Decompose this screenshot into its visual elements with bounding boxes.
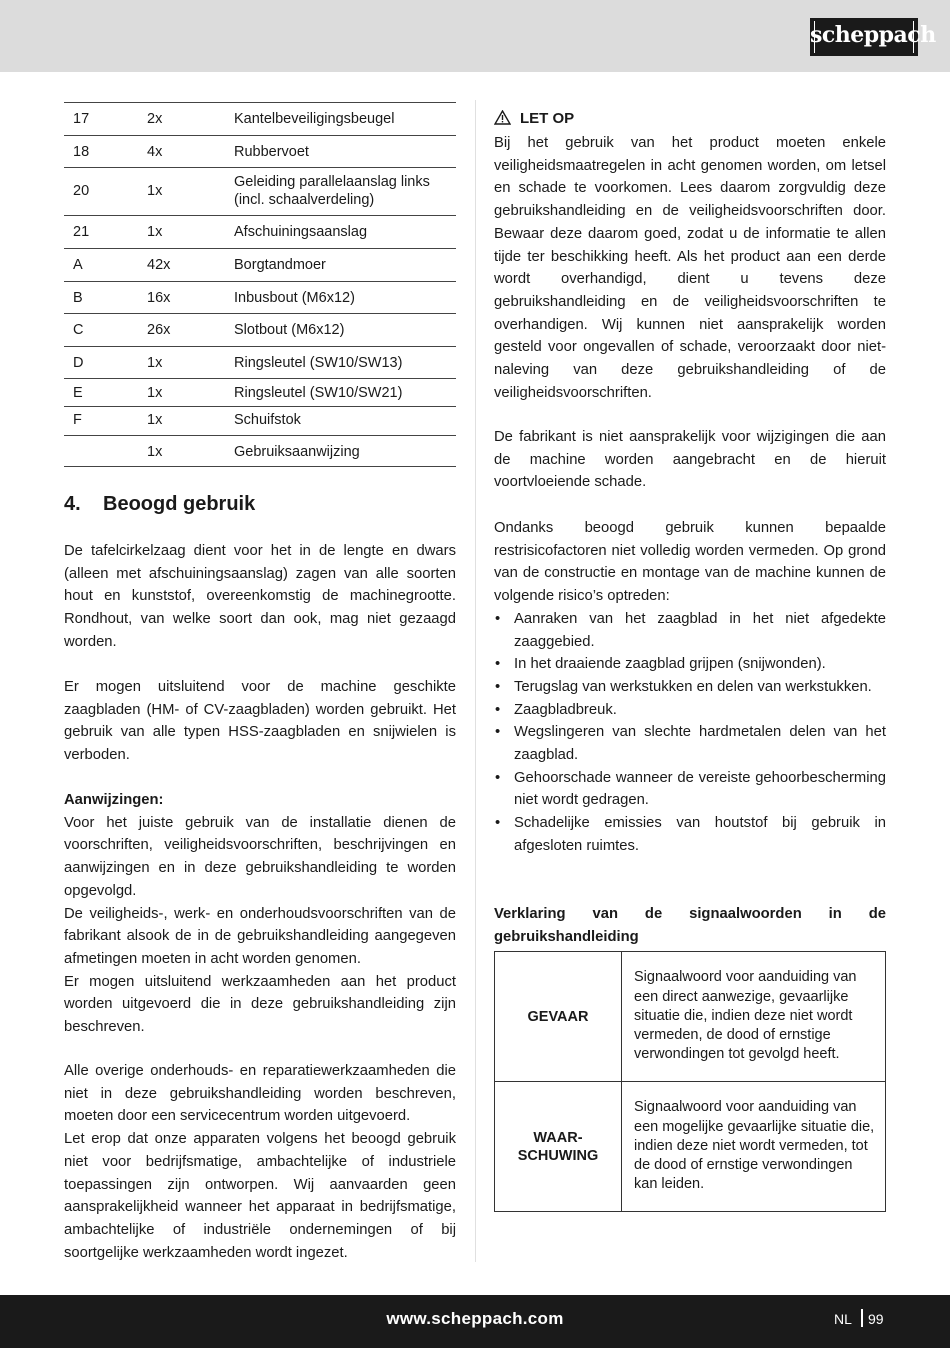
list-item: • Aanraken van het zaagblad in het niet afgedekte zaaggebied. [494, 608, 886, 653]
list-item: • Wegslingeren van slechte hardmetalen delen van het zaagblad. [494, 721, 886, 766]
part-number: E [73, 385, 83, 401]
part-number: B [73, 290, 83, 306]
part-number: 17 [73, 111, 90, 127]
signal-description: Signaalwoord voor aanduiding van een direct aanwezige, gevaarlijke situatie die, indien deze niet wordt vermeden, de dood of ernstige verwondingen tot gevolgd heeft. [622, 952, 886, 1082]
column-divider [475, 100, 476, 1262]
list-item: • Gehoorschade wanneer de vereiste gehoorbescherming niet wordt gedragen. [494, 767, 886, 812]
list-item: • Schadelijke emissies van houtstof bij gebruik in afgesloten ruimtes. [494, 812, 886, 857]
intended-use-text [64, 540, 456, 654]
part-qty: 16x [147, 290, 171, 306]
signal-word: GEVAAR [495, 952, 622, 1082]
scheppach-logo [810, 18, 936, 56]
header-bar [0, 0, 950, 72]
part-desc: Ringsleutel (SW10/SW21) [234, 385, 403, 401]
list-item: • Zaagbladbreuk. [494, 699, 886, 722]
paragraph: Let erop dat onze apparaten volgens het beoogd gebruik niet voor bedrijfsmatige, ambachtelijke of industriele toepassingen zijn ontworpen. Wij aanvaarden geen aansprakelijkheid wanneer het apparaat in bedrijfsmatige, ambachtelijke of industriële ondernemingen of bij soortgelijke werkzaamheden wordt ingezet. [64, 1131, 456, 1261]
table-row [495, 1082, 886, 1212]
table-row [495, 952, 886, 1082]
part-desc: Rubbervoet [234, 144, 309, 160]
notes-block [64, 789, 456, 1039]
language-code: NL [834, 1311, 852, 1327]
table-row [64, 135, 456, 167]
signal-description: Signaalwoord voor aanduiding van een mogelijke gevaarlijke situatie die, indien deze niet wordt vermeden, tot de dood of ernstige verwondingen kan leiden. [622, 1082, 886, 1212]
blades-text [64, 676, 456, 767]
part-desc: Borgtandmoer [234, 257, 326, 273]
paragraph: Voor het juiste gebruik van de installatie dienen de voorschriften, veiligheidsvoorschriften, beschrijvingen en aanwijzingen en in deze gebruikshandleiding te worden opgevolgd. [64, 814, 456, 899]
part-qty: 42x [147, 257, 171, 273]
table-row [64, 248, 456, 281]
part-qty: 1x [147, 385, 163, 401]
part-qty: 1x [147, 412, 163, 428]
paragraph: De tafelcirkelzaag dient voor het in de lengte en dwars (alleen met afschuiningsaanslag) zagen van alle soorten hout en kunststof, overeenkomstig de machinegrootte. Rondhout, van welke soort dan ook, mag niet gezaagd worden. [64, 543, 456, 650]
part-number: F [73, 412, 82, 428]
section-number: 4. [64, 493, 81, 515]
paragraph: Alle overige onderhouds- en reparatiewerkzaamheden die niet in deze gebruikshandleiding worden beschreven, moeten door een servicecentrum worden uitgevoerd. [64, 1063, 456, 1125]
section-title: Beoogd gebruik [103, 493, 256, 515]
paragraph: Er mogen uitsluitend werkzaamheden aan het product worden uitgevoerd die in deze gebruikshandleiding zijn beschreven. [64, 973, 456, 1036]
part-qty: 2x [147, 111, 163, 127]
heading-text: Verklaring van de signaalwoorden in de gebruikshandleiding [494, 906, 886, 945]
page-number: 99 [868, 1311, 884, 1327]
caution-label: LET OP [520, 110, 575, 127]
website-url: www.scheppach.com [386, 1309, 564, 1328]
part-qty: 1x [147, 444, 163, 460]
risk-list [494, 608, 886, 858]
table-row [64, 215, 456, 248]
liability-text [494, 426, 886, 494]
part-desc: Geleiding parallelaanslag links (incl. schaalverdeling) [234, 174, 430, 208]
part-desc: Gebruiksaanwijzing [234, 444, 360, 460]
table-row [64, 313, 456, 346]
table-row [64, 102, 456, 135]
part-desc: Schuifstok [234, 412, 301, 428]
section-heading [64, 493, 255, 516]
signal-words-heading [494, 903, 886, 948]
footer-separator [861, 1309, 863, 1327]
list-item: • In het draaiende zaagblad grijpen (snijwonden). [494, 653, 886, 676]
repair-block [64, 1060, 456, 1264]
part-number: D [73, 355, 84, 371]
table-row [64, 435, 456, 467]
notes-heading: Aanwijzingen: [64, 792, 164, 808]
part-desc: Inbusbout (M6x12) [234, 290, 355, 306]
caution-text [494, 132, 886, 404]
caution-heading [494, 110, 574, 127]
table-row [64, 378, 456, 406]
paragraph: Er mogen uitsluitend voor de machine geschikte zaagbladen (HM- of CV-zaagbladen) worden gebruikt. Het gebruik van alle typen HSS-zaagbladen en snijwielen is verboden. [64, 679, 456, 764]
signal-words-table [494, 951, 886, 1212]
part-qty: 1x [147, 183, 163, 199]
footer-bar [0, 1295, 950, 1348]
part-desc: Afschuiningsaanslag [234, 224, 368, 240]
part-qty: 4x [147, 144, 163, 160]
part-qty: 26x [147, 322, 171, 338]
table-row [64, 167, 456, 215]
part-number: 18 [73, 144, 90, 160]
part-desc: Ringsleutel (SW10/SW13) [234, 355, 403, 371]
paragraph: Ondanks beoogd gebruik kunnen bepaalde restrisicofactoren niet volledig worden vermeden. Op grond van de constructie en montage van de machine kunnen de volgende risico’s optreden: [494, 520, 886, 605]
part-number: 21 [73, 224, 90, 240]
part-number: 20 [73, 183, 90, 199]
part-desc: Kantelbeveiligingsbeugel [234, 111, 395, 127]
part-qty: 1x [147, 355, 163, 371]
part-number: C [73, 322, 84, 338]
paragraph: De veiligheids-, werk- en onderhoudsvoorschriften van de fabrikant alsook de in de gebruikshandleiding aangegeven afmetingen moeten in acht worden genomen. [64, 905, 456, 967]
table-row [64, 346, 456, 378]
parts-table [64, 102, 456, 467]
table-row [64, 281, 456, 313]
paragraph: Bij het gebruik van het product moeten enkele veiligheidsmaatregelen in acht genomen worden, om letsel en schade te voorkomen. Lees daarom zorgvuldig deze gebruikshandleiding en de veiligheidsvoorschriften door. Bewaar deze daarom goed, zodat u de informatie te allen tijde ter beschikking heeft. Als het product aan een derde wordt overhandigd, dient u tevens deze gebruikshandleiding en de veiligheidsvoorschriften te overhandigen. Wij kunnen niet aansprakelijk worden gesteld voor ongevallen of schade, veroorzaakt door niet-naleving van deze gebruikshandleiding of de veiligheidsvoorschriften. [494, 135, 886, 401]
part-desc: Slotbout (M6x12) [234, 322, 345, 338]
table-row [64, 406, 456, 435]
part-number: A [73, 257, 83, 273]
warning-triangle-icon [494, 110, 511, 125]
paragraph: De fabrikant is niet aansprakelijk voor wijzigingen die aan de machine worden aangebracht en de hieruit voortvloeiende schade. [494, 429, 886, 491]
part-qty: 1x [147, 224, 163, 240]
list-item: • Terugslag van werkstukken en delen van werkstukken. [494, 676, 886, 699]
residual-risks-block [494, 517, 886, 858]
logo-text: scheppach [810, 22, 936, 48]
signal-word: WAAR-SCHUWING [495, 1082, 622, 1212]
